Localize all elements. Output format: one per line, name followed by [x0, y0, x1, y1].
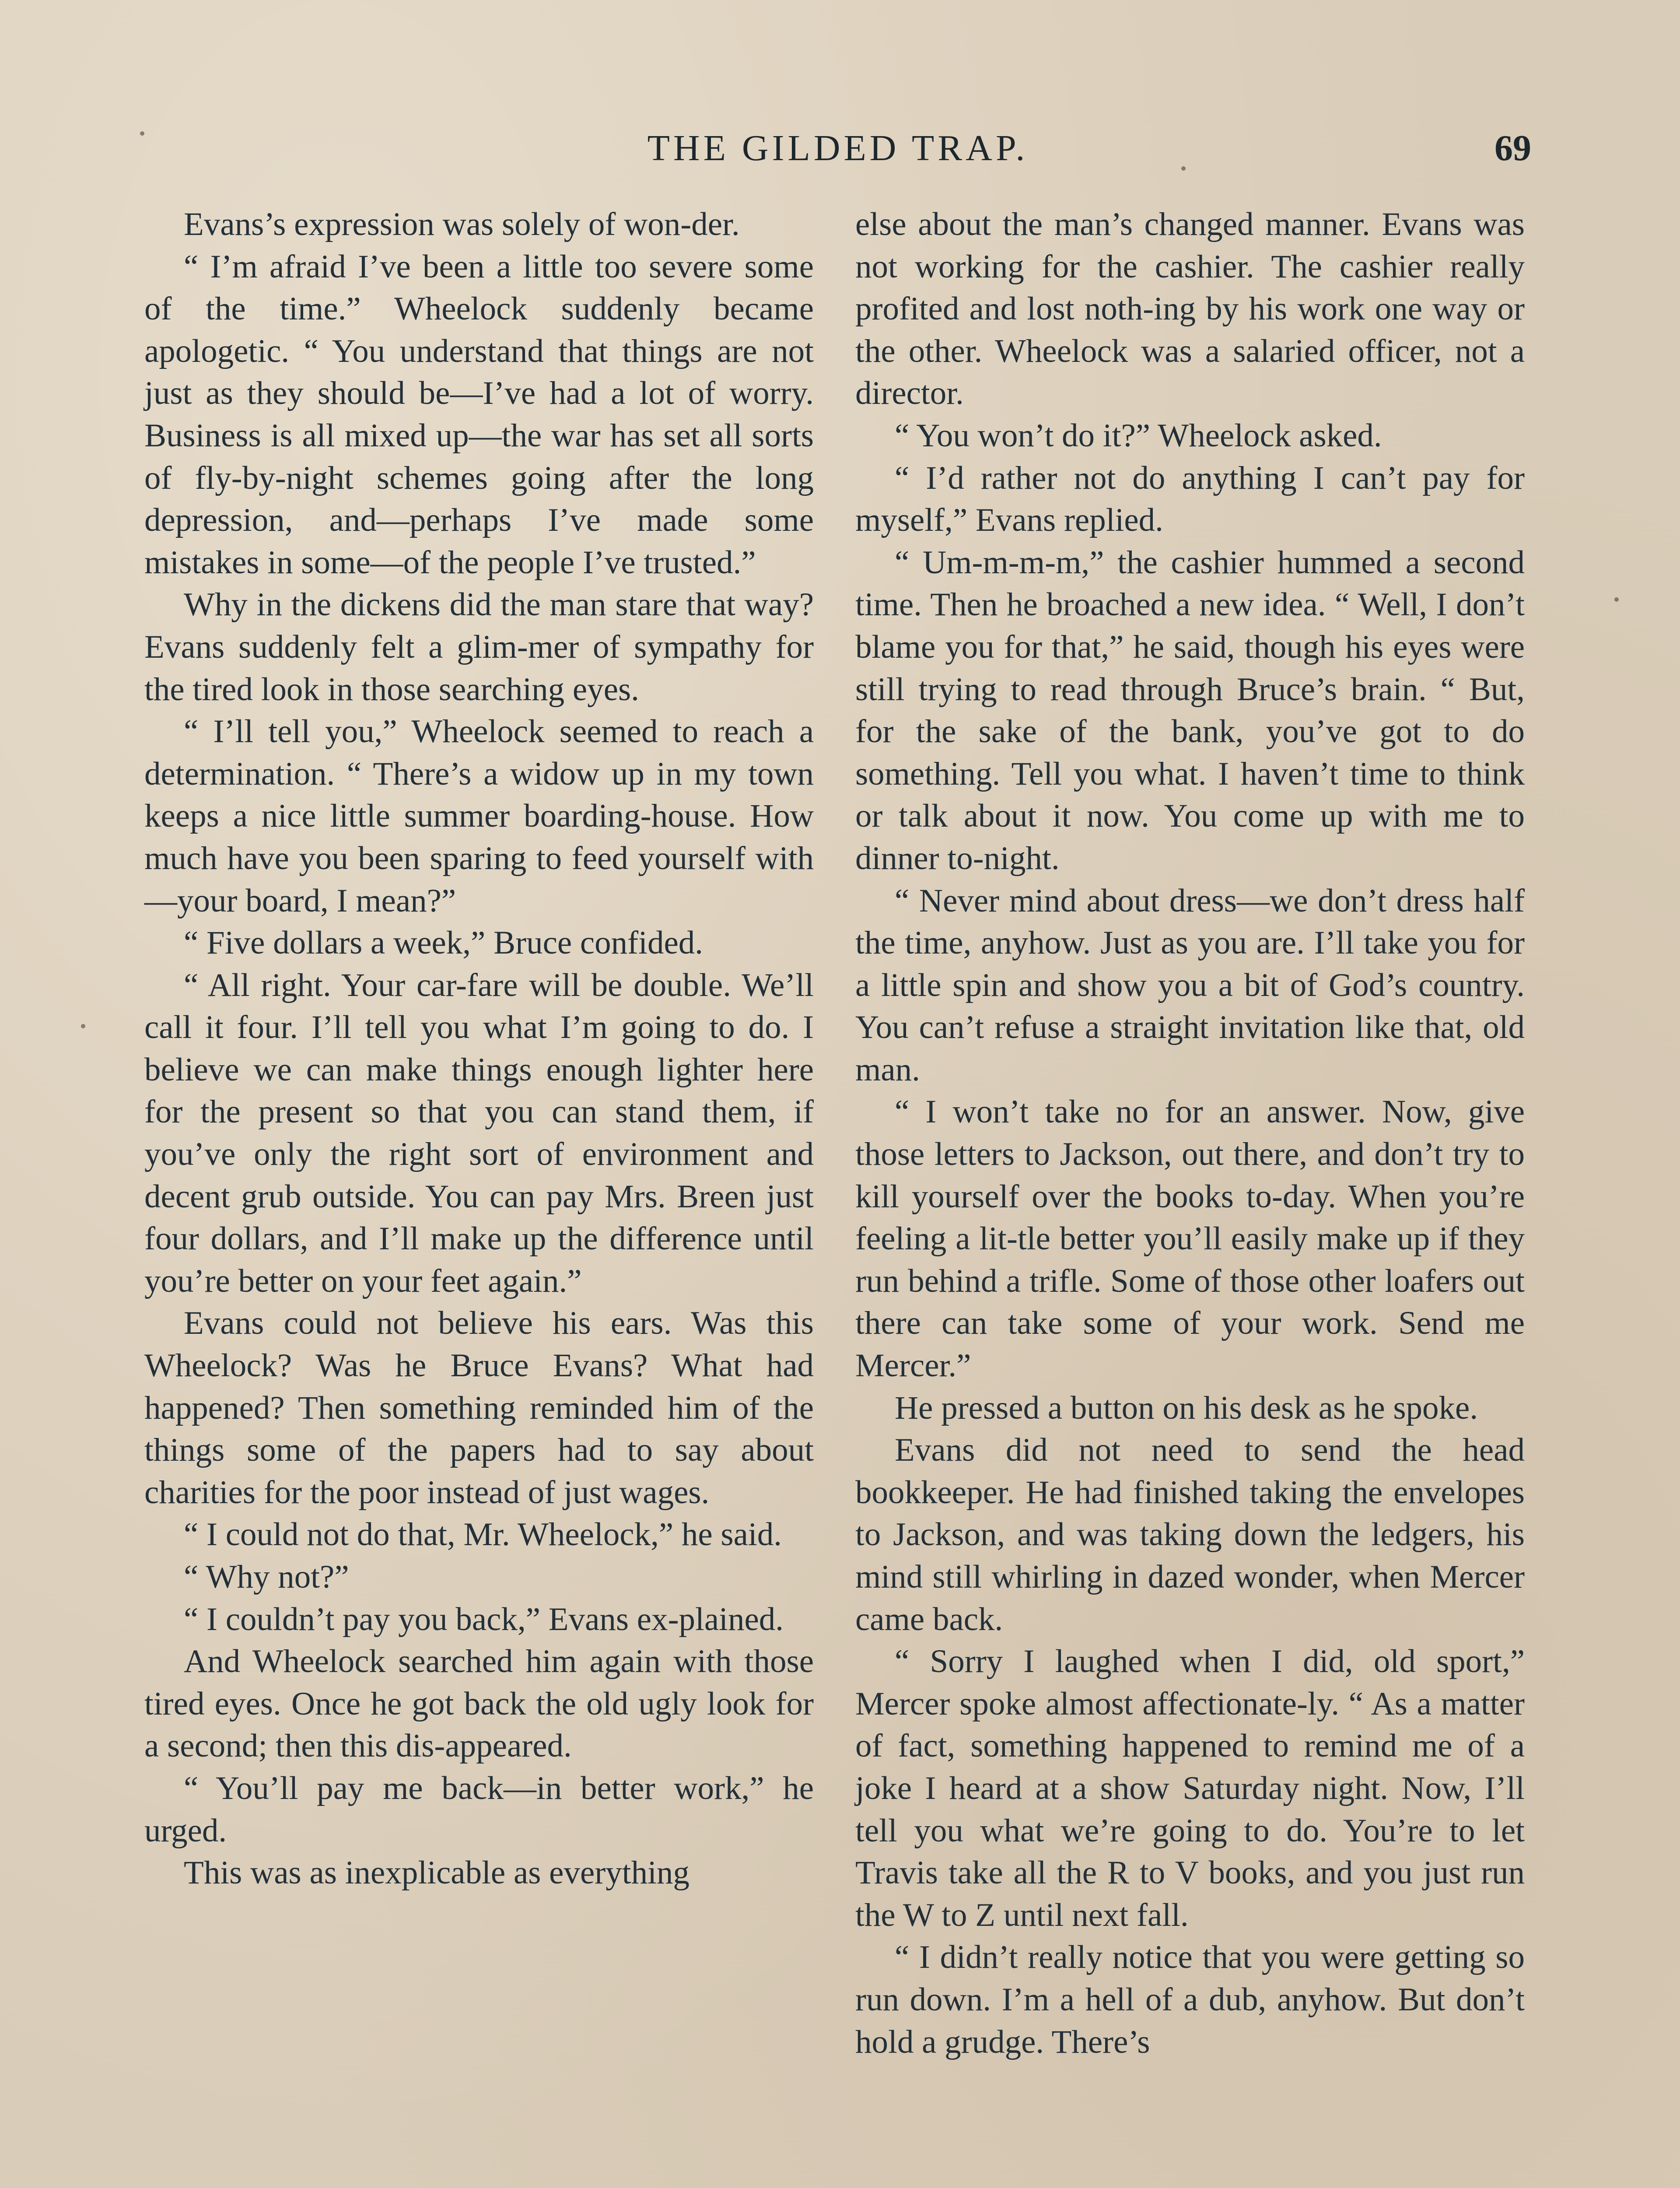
paragraph: “ You won’t do it?” Wheelock asked. — [895, 417, 1382, 454]
paragraph: Why in the dickens did the man stare that way? Evans suddenly felt a glim-mer of sympathy for the tired look in those searching eyes. — [144, 586, 814, 708]
paragraph: “ I’ll tell you,” Wheelock seemed to reach a determination. “ There’s a widow up in my town keeps a nice little summer boarding-house. How much have you been sparing to feed yourself with—your board, I mean?” — [144, 713, 814, 919]
paper-speck — [1614, 597, 1619, 602]
paragraph: “ I’d rather not do anything I can’t pay for myself,” Evans replied. — [855, 459, 1525, 539]
paragraph: Evans did not need to send the head bookkeeper. He had finished taking the envelopes to Jackson, and was taking down the ledgers, his mind still whirling in dazed wonder, when Mercer came back. — [855, 1432, 1525, 1637]
paragraph: “ I won’t take no for an answer. Now, give those letters to Jackson, out there, and don’t try to kill yourself over the books to-day. When you’re feeling a lit-tle better you’ll easily make up if they run behind a trifle. Some of those other loafers out there can take some of your work. Send me Mercer.” — [855, 1094, 1525, 1384]
paragraph: And Wheelock searched him again with those tired eyes. Once he got back the old ugly look for a second; then this dis-appeared. — [144, 1643, 814, 1764]
paragraph: “ All right. Your car-fare will be double. We’ll call it four. I’ll tell you what I’m going to do. I believe we can make things enough lighter here for the present so that you can stand them, if you’ve only the right sort of environment and decent grub outside. You can pay Mrs. Breen just four dollars, and I’ll make up the difference until you’re better on your feet again.” — [144, 967, 814, 1299]
paragraph: He pressed a button on his desk as he spoke. — [895, 1389, 1478, 1426]
paragraph: “ I’m afraid I’ve been a little too severe some of the time.” Wheelock suddenly became apologetic. “ You understand that things are not just as they should be—I’ve had a lot of worry. Business is all mixed up—the war has set all sorts of fly-by-night schemes going after the long depression, and—perhaps I’ve made some mistakes in some—of the people I’ve trusted.” — [144, 248, 814, 581]
paper-speck — [140, 131, 144, 136]
running-header — [144, 127, 1531, 179]
paragraph: This was as inexplicable as everything — [184, 1855, 690, 1891]
right-column — [855, 203, 1525, 2063]
paragraph: “ Why not?” — [184, 1559, 349, 1595]
paragraph: Evans’s expression was solely of won-der. — [184, 206, 740, 242]
paragraph: “ You’ll pay me back—in better work,” he urged. — [144, 1770, 814, 1849]
left-column — [144, 203, 814, 1894]
paragraph: “ Never mind about dress—we don’t dress half the time, anyhow. Just as you are. I’ll take you for a little spin and show you a bit of God’s country. You can’t refuse a straight invitation like that, old man. — [855, 882, 1525, 1088]
paragraph-continued: else about the man’s changed manner. Evans was not working for the cashier. The cashier really profited and lost noth-ing by his work one way or the other. Wheelock was a salaried officer, not a director. — [855, 206, 1525, 412]
paragraph: “ Um-m-m-m,” the cashier hummed a second time. Then he broached a new idea. “ Well, I don’t blame you for that,” he said, though his eyes were still trying to read through Bruce’s brain. “ But, for the sake of the bank, you’ve got to do something. Tell you what. I haven’t time to think or talk about it now. You come up with me to dinner to-night. — [855, 544, 1525, 877]
paragraph: “ I didn’t really notice that you were getting so run down. I’m a hell of a dub, anyhow. But don’t hold a grudge. There’s — [855, 1939, 1525, 2060]
paragraph: “ Five dollars a week,” Bruce confided. — [184, 925, 704, 961]
paper-speck — [81, 1024, 85, 1028]
page-number: 69 — [1494, 128, 1531, 168]
paragraph: Evans could not believe his ears. Was this Wheelock? Was he Bruce Evans? What had happened? Then something reminded him of the things some of the papers had to say about charities for the poor instead of just wages. — [144, 1305, 814, 1511]
running-title: THE GILDED TRAP. — [647, 128, 1029, 168]
paragraph: “ Sorry I laughed when I did, old sport,” Mercer spoke almost affectionate-ly. “ As a matter of fact, something happened to remind me of a joke I heard at a show Saturday night. Now, I’ll tell you what we’re going to do. You’re to let Travis take all the R to V books, and you just run the W to Z until next fall. — [855, 1643, 1525, 1933]
paragraph: “ I couldn’t pay you back,” Evans ex-plained. — [184, 1601, 784, 1637]
paragraph: “ I could not do that, Mr. Wheelock,” he said. — [184, 1516, 782, 1553]
paper-speck — [1181, 166, 1186, 171]
